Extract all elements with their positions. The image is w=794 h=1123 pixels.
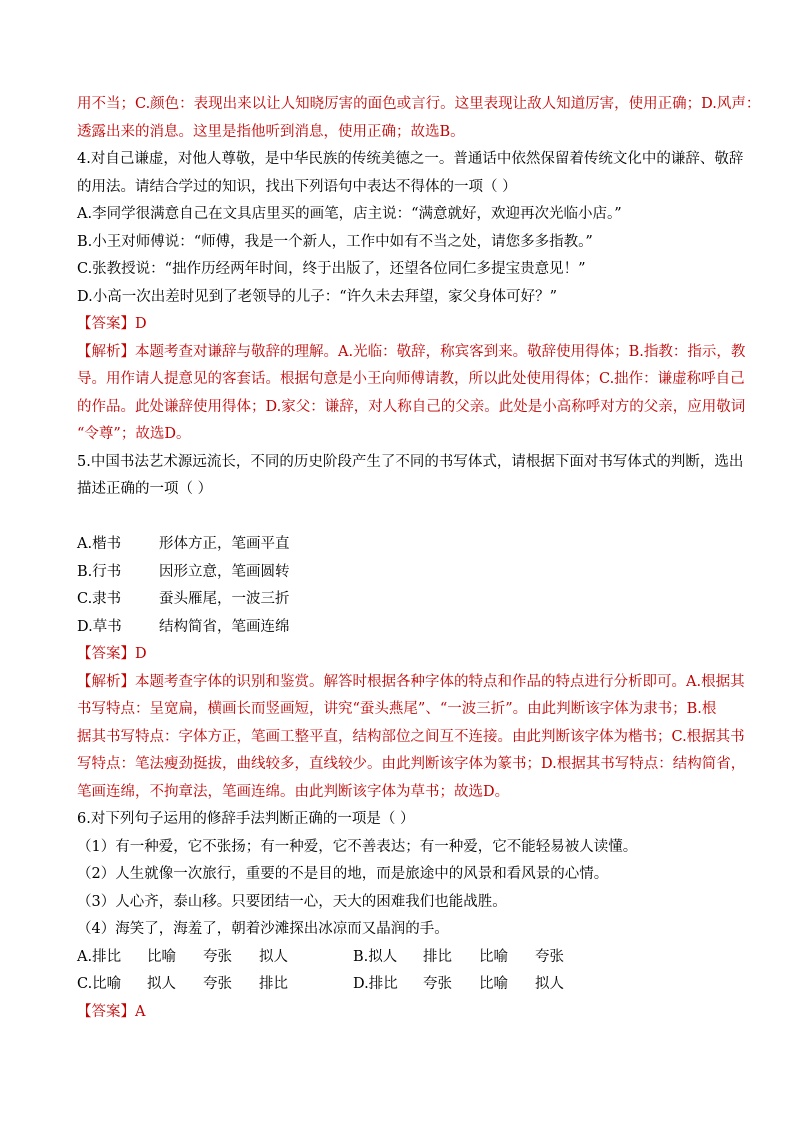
q4-option-d: D.小高一次出差时见到了老领导的儿子：“许久未去拜望，家父身体可好？” [77,288,558,305]
q5-analysis-line [77,669,745,697]
q5-stem-line: 描述正确的一项（ ） [77,481,213,497]
choice-a-4: 拟人 [259,948,288,965]
choice-a-3: 夸张 [203,948,232,965]
q5-option-c [77,586,727,614]
q4-answer [77,311,727,339]
choice-c-2: 拟人 [147,976,176,992]
q4-option-c: C.张教授说：“拙作历经两年时间，终于出版了，还望各位同仁多提宝贵意见！” [77,261,586,277]
q6-sentence: （1）有一种爱，它不张扬；有一种爱，它不善表达；有一种爱，它不能轻易被人读懂。 [77,838,638,855]
choice-a-1: A.排比 [77,948,122,965]
choice-c-1: C.比喻 [77,976,122,992]
q5-analysis-line: 据其书写特点：字体方正，笔画工整平直，结构部位之间互不连接。由此判断该字体为楷书；C.根据其书 [77,728,745,745]
answer-label: 【答案】 [77,1003,135,1020]
q5-analysis-line: 笔画连绵，不拘章法，笔画连绵。由此判断该字体为草书；故选D。 [77,783,510,800]
q5-option-a [77,531,727,559]
choice-c-4: 排比 [259,976,288,992]
document-page [77,91,761,1026]
choice-d-4: 拟人 [535,976,564,992]
q6-sentence: （2）人生就像一次旅行，重要的不是目的地，而是旅途中的风景和看风景的心情。 [77,866,609,882]
choice-b-1: B.拟人 [353,948,398,965]
option-label: B.行书 [77,563,122,580]
option-desc: 结构简省，笔画连绵 [159,618,290,635]
q5-option-b [77,559,727,587]
q5-stem-line: 5.中国书法艺术源远流长，不同的历史阶段产生了不同的书写体式，请根据下面对书写体式的判断，选出 [77,453,744,470]
choice-a-2: 比喻 [147,948,176,965]
blank-line [77,504,727,532]
analysis-label: 【解析】 [77,343,135,360]
option-label: C.隶书 [77,591,122,607]
q6-choice-row [77,971,727,999]
analysis-text: 本题考查对谦辞与敬辞的理解。A.光临：敬辞，称宾客到来。敬辞使用得体；B.指教：指示，教 [135,343,746,360]
analysis-text: 本题考查字体的识别和鉴赏。解答时根据各种字体的特点和作品的特点进行分析即可。A.根据其 [135,673,745,690]
q6-answer [77,999,727,1027]
option-desc: 形体方正，笔画平直 [159,536,290,552]
q4-analysis-line: 导。用作请人提意见的客套话。根据句意是小王向师傅请教，所以此处使用得体；C.拙作：谦虚称呼自己 [77,371,745,387]
q4-stem-line: 的用法。请结合学过的知识，找出下列语句中表达不得体的一项（ ） [77,178,517,195]
q6-sentence: （3）人心齐，泰山移。只要团结一心，天大的困难我们也能战胜。 [77,893,507,910]
q4-analysis-line: “令尊”；故选D。 [77,426,191,442]
q4-analysis-line: 的作品。此处谦辞使用得体；D.家父：谦辞，对人称自己的父亲。此处是小高称呼对方的父亲，应用敬词 [77,398,746,415]
choice-b-3: 比喻 [479,948,508,965]
answer-label: 【答案】 [77,646,135,662]
choice-c-3: 夸张 [203,976,232,992]
q4-option-b: B.小王对师傅说：“师傅，我是一个新人，工作中如有不当之处，请您多多指教。” [77,233,593,250]
option-label: D.草书 [77,618,122,635]
analysis-label: 【解析】 [77,673,135,690]
q4-analysis-line [77,339,746,367]
answer-label: 【答案】 [77,316,135,332]
analysis-continued-line: 用不当；C.颜色：表现出来以让人知晓厉害的面色或言行。这里表现让敌人知道厉害，使用正确；D.风声： [77,96,761,112]
choice-d-1: D.排比 [353,976,398,992]
q4-stem-line: 4.对自己谦虚，对他人尊敬，是中华民族的传统美德之一。普通话中依然保留着传统文化中的谦辞、敬辞 [77,151,744,167]
q5-analysis-line: 写特点：笔法瘦劲挺拔，曲线较多，直线较少。由此判断该字体为篆书；D.根据其书写特点：结构简省， [77,756,746,772]
answer-value: D [135,646,147,662]
answer-value: A [135,1003,146,1020]
q6-choice-row [77,944,727,972]
q6-stem: 6.对下列句子运用的修辞手法判断正确的一项是（ ） [77,811,415,827]
choice-b-2: 排比 [423,948,452,965]
analysis-continued-line: 透露出来的消息。这里是指他听到消息，使用正确；故选B。 [77,123,465,140]
option-desc: 蚕头雁尾，一波三折 [159,591,290,607]
q5-analysis-line: 书写特点：呈宽扁，横画长而竖画短，讲究“蚕头燕尾”、“一波三折”。由此判断该字体为隶书；B.根 [77,701,717,717]
q5-answer [77,641,727,669]
answer-value: D [135,316,147,332]
option-label: A.楷书 [77,536,122,552]
choice-d-3: 比喻 [479,976,508,992]
q6-sentence: （4）海笑了，海羞了，朝着沙滩探出冰凉而又晶润的手。 [77,921,449,937]
choice-d-2: 夸张 [423,976,452,992]
option-desc: 因形立意，笔画圆转 [159,563,290,580]
choice-b-4: 夸张 [535,948,564,965]
q4-option-a: A.李同学很满意自己在文具店里买的画笔，店主说：“满意就好，欢迎再次光临小店。” [77,206,622,222]
q5-option-d [77,614,727,642]
